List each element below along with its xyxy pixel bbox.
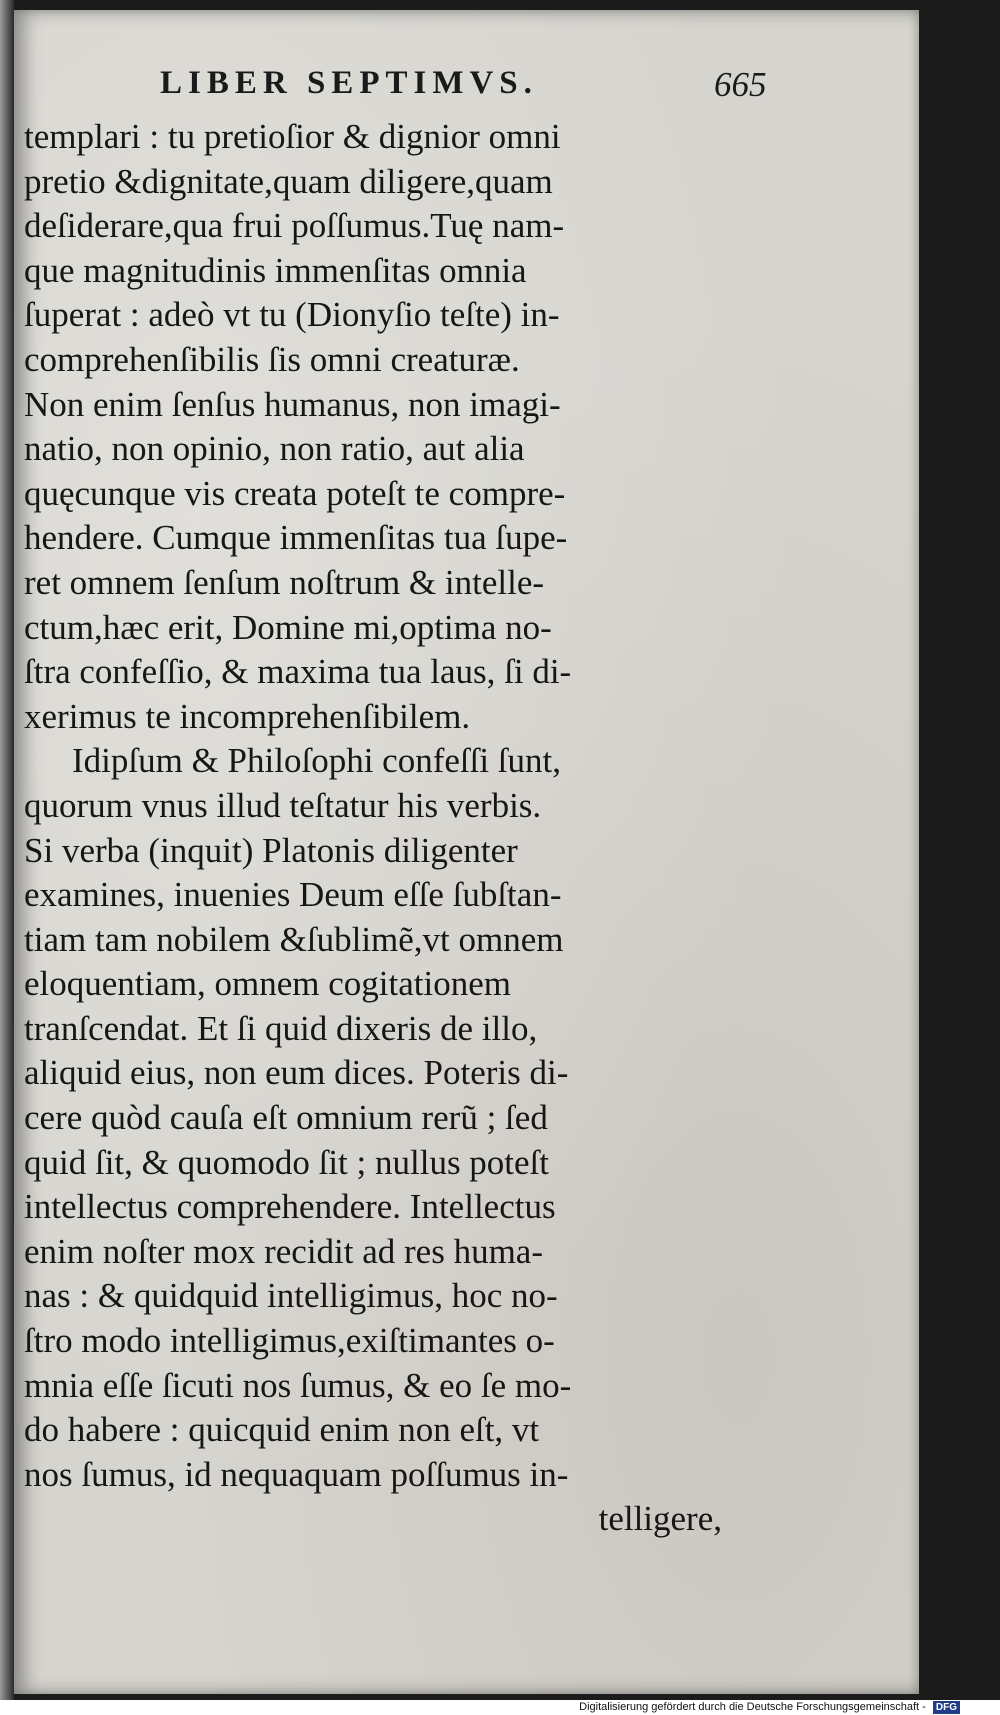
text-line: xerimus te incomprehenſibilem.	[24, 696, 471, 736]
body-text	[24, 115, 724, 1542]
text-line: deſiderare,qua frui poſſumus.Tuę nam-	[24, 206, 565, 246]
text-line: ſuperat : adeò vt tu (Dionyſio teſte) in-	[24, 295, 560, 335]
text-line: hendere. Cumque immenſitas tua ſupe-	[24, 518, 568, 558]
text-line: quorum vnus illud teſtatur his verbis.	[24, 785, 542, 825]
text-line: cere quòd cauſa eſt omnium rerũ ; ſed	[24, 1098, 548, 1138]
text-line: quęcunque vis creata poteſt te compre-	[24, 473, 566, 513]
text-line: nas : & quidquid intelligimus, hoc no-	[24, 1276, 558, 1316]
text-line: do habere : quicquid enim non eſt, vt	[24, 1410, 540, 1450]
text-line: intellectus comprehendere. Intellectus	[24, 1187, 556, 1227]
text-line: Non enim ſenſus humanus, non imagi-	[24, 384, 561, 424]
text-line: pretio &dignitate,quam diligere,quam	[24, 161, 553, 201]
page-number: 665	[714, 65, 767, 104]
text-line: ſtro modo intelligimus,exiſtimantes o-	[24, 1321, 555, 1361]
text-line: nos ſumus, id nequaquam poſſumus in-	[24, 1454, 569, 1494]
book-binding-edge	[0, 0, 14, 1700]
text-line: ret omnem ſenſum noſtrum & intelle-	[24, 562, 545, 602]
text-line: ſtra confeſſio, & maxima tua laus, ſi di-	[24, 652, 572, 692]
text-line: quid ſit, & quomodo ſit ; nullus poteſt	[24, 1142, 550, 1182]
text-line: aliquid eius, non eum dices. Poteris di-	[24, 1053, 569, 1093]
dfg-logo: DFG	[933, 1701, 960, 1714]
running-head	[132, 65, 832, 115]
text-line: comprehenſibilis ſis omni creaturæ.	[24, 339, 520, 379]
digitization-credit	[579, 1700, 960, 1715]
catchword-line: telligere,	[598, 1499, 722, 1539]
text-line: mnia eſſe ſicuti nos ſumus, & eo ſe mo-	[24, 1365, 572, 1405]
text-line: natio, non opinio, non ratio, aut alia	[24, 429, 525, 469]
text-line: templari : tu pretioſior & dignior omni	[24, 117, 561, 156]
text-line: eloquentiam, omnem cogitationem	[24, 964, 511, 1004]
running-title: LIBER SEPTIMVS.	[160, 65, 538, 101]
text-line: que magnitudinis immenſitas omnia	[24, 250, 527, 290]
text-line: tranſcendat. Et ſi quid dixeris de illo,	[24, 1008, 538, 1048]
text-line: Si verba (inquit) Platonis diligenter	[24, 830, 518, 870]
text-line: tiam tam nobilem &ſublimẽ,vt omnem	[24, 919, 564, 959]
paragraph-start-line: Idipſum & Philoſophi confeſſi ſunt,	[72, 741, 562, 781]
text-line: ctum,hæc erit, Domine mi,optima no-	[24, 607, 552, 647]
text-line: examines, inuenies Deum eſſe ſubſtan-	[24, 875, 562, 915]
text-line: enim noſter mox recidit ad res huma-	[24, 1231, 544, 1271]
book-page	[14, 10, 919, 1694]
credit-text: Digitalisierung gefördert durch die Deutsche Forschungsgemeinschaft -	[579, 1701, 926, 1713]
